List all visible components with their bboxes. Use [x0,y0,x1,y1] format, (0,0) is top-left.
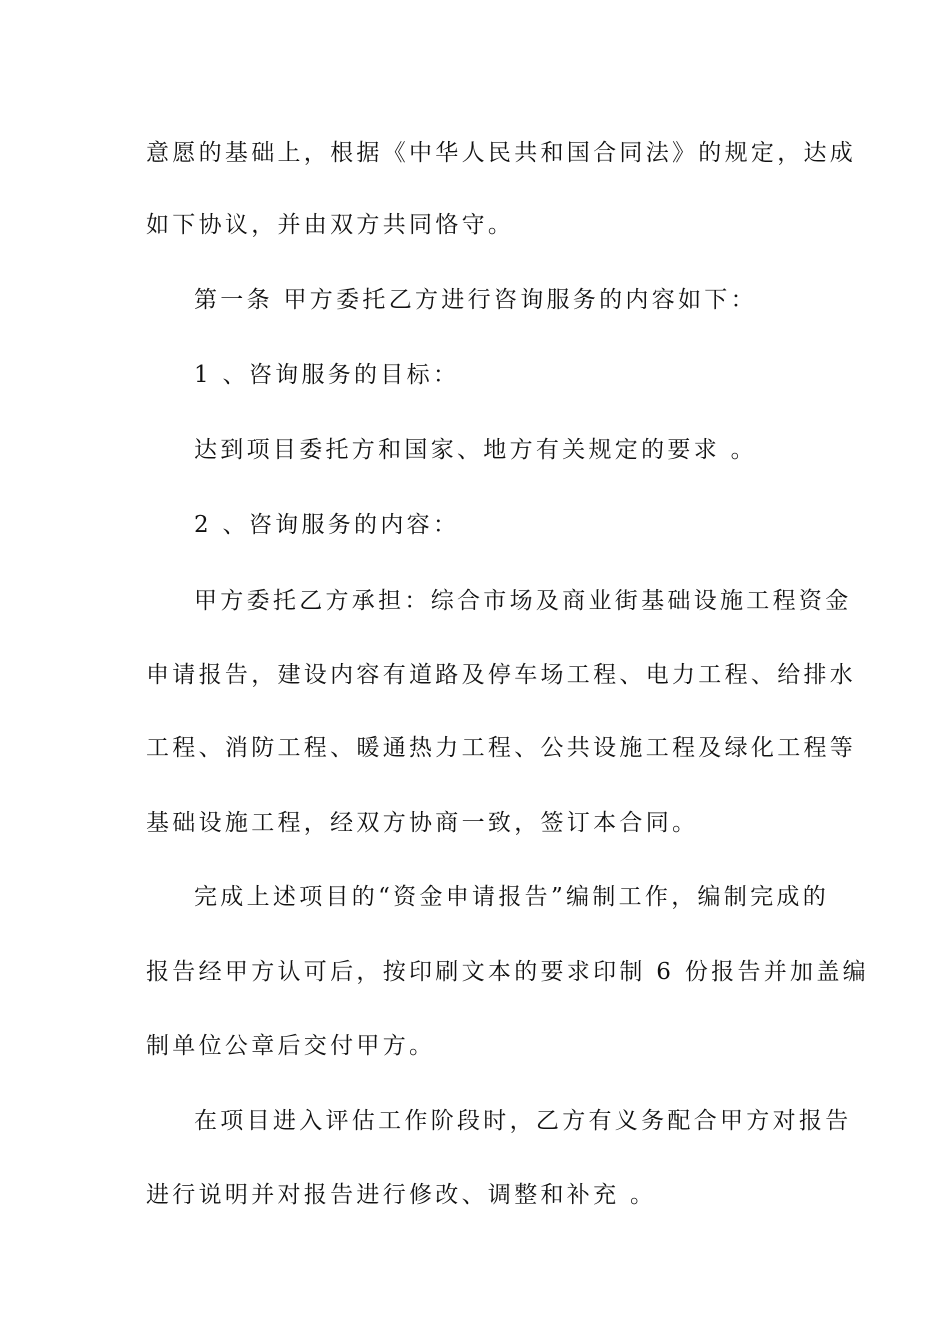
item-1-heading: 1 、咨询服务的目标： [194,362,460,388]
text-line-1: 意愿的基础上，根据《中华人民共和国合同法》的规定，达成 [146,140,857,166]
paragraph-1-line-1: 甲方委托乙方承担：综合市场及商业街基础设施工程资金 [194,588,852,614]
paragraph-1-line-4: 基础设施工程，经双方协商一致，签订本合同。 [146,810,699,836]
paragraph-3-line-2: 进行说明并对报告进行修改、调整和补充 。 [146,1182,657,1208]
text-line-2: 如下协议，并由双方共同恪守。 [146,212,515,238]
paragraph-2-line-2: 报告经甲方认可后，按印刷文本的要求印制 6 份报告并加盖编 [146,959,869,985]
paragraph-1-line-3: 工程、消防工程、暖通热力工程、公共设施工程及绿化工程等 [146,735,857,761]
paragraph-2-line-1: 完成上述项目的“资金申请报告”编制工作，编制完成的 [194,884,830,910]
paragraph-1-line-2: 申请报告，建设内容有道路及停车场工程、电力工程、给排水 [146,662,857,688]
paragraph-3-line-1: 在项目进入评估工作阶段时，乙方有义务配合甲方对报告 [194,1108,852,1134]
paragraph-2-line-3: 制单位公章后交付甲方。 [146,1033,436,1059]
item-2-heading: 2 、咨询服务的内容： [194,512,460,538]
item-1-text: 达到项目委托方和国家、地方有关规定的要求 。 [194,437,757,463]
article-1-heading: 第一条 甲方委托乙方进行咨询服务的内容如下： [194,287,757,313]
